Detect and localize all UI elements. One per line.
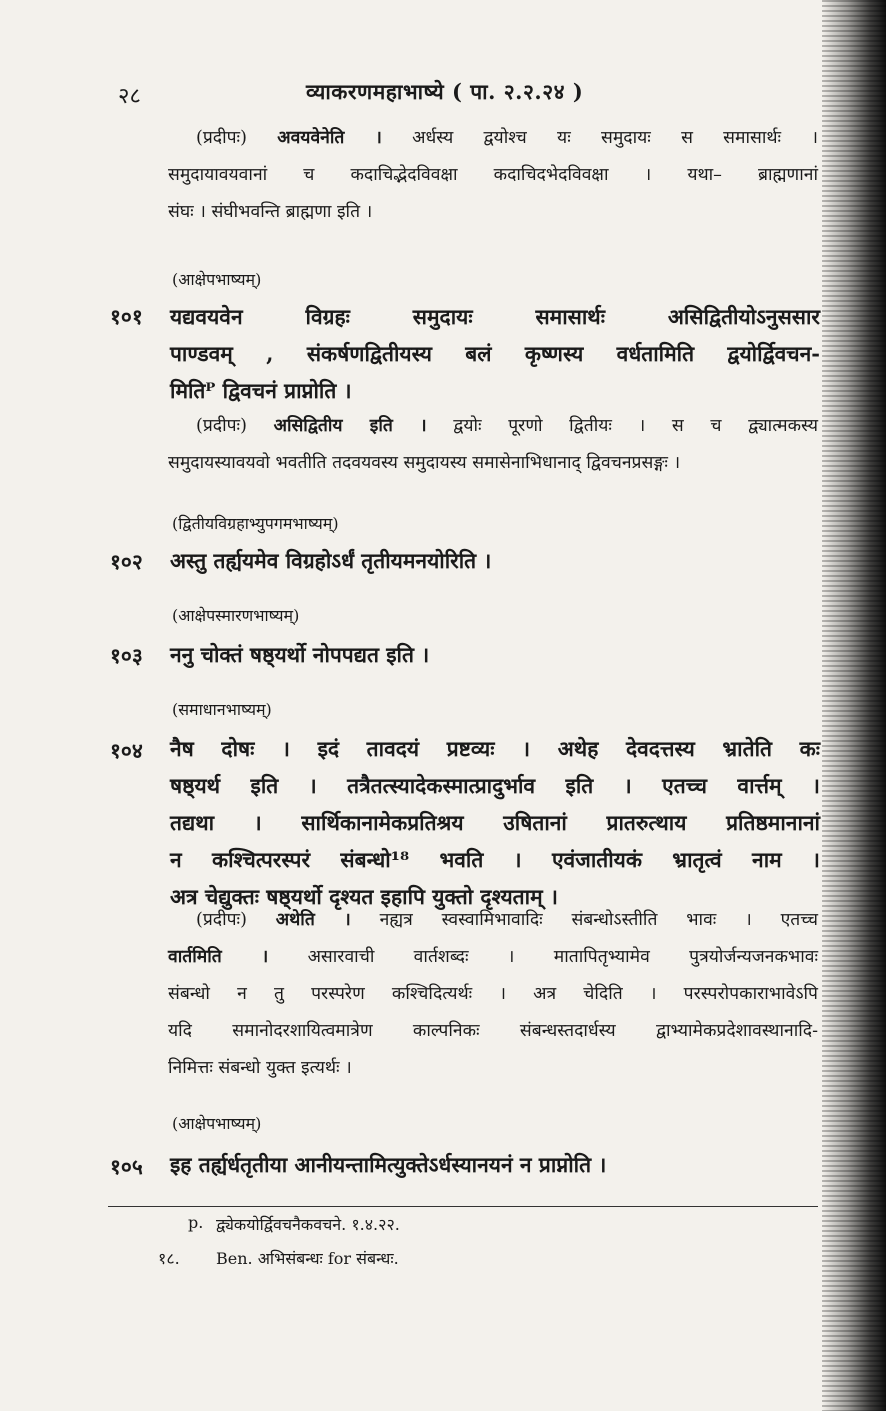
section-heading: (द्वितीयविग्रहाभ्युपगमभाष्यम्): [172, 514, 339, 533]
pradipa-lemma: अवयवेनेति ।: [277, 128, 382, 148]
bhashya-line: अत्र चेद्युक्तः षष्ठ्यर्थो दृश्यत इहापि युक्तो दृश्यताम् ।: [170, 884, 558, 909]
bhashya-line: यद्यवयवेन विग्रहः समुदायः समासार्थः असिद्वितीयोऽनुससार: [170, 304, 820, 329]
bhashya-line: नैष दोषः । इदं तावदयं प्रष्टव्यः । अथेह देवदत्तस्य भ्रातेति कः: [170, 736, 820, 761]
footnote-18-mark: १८.: [158, 1249, 180, 1268]
pradipa-label: (प्रदीपः): [196, 128, 247, 148]
pradipa-commentary-1: [168, 120, 818, 231]
pradipa-line: निमित्तः संबन्धो युक्त इत्यर्थः ।: [168, 1058, 352, 1078]
pradipa-commentary-3: [168, 902, 818, 1087]
bhashya-line: अस्तु तर्ह्ययमेव विग्रहोऽर्धं तृतीयमनयोरिति ।: [170, 548, 492, 573]
pradipa-text: असारवाची वार्तशब्दः । मातापितृभ्यामेव पुत्रयोर्जन्यजनकभावः: [307, 947, 818, 967]
pradipa-line: [168, 120, 818, 157]
bhashya-number: १०२: [110, 549, 143, 574]
pradipa-line: [168, 939, 818, 976]
pradipa-line: समुदायावयवानां च कदाचिद्भेदविवक्षा कदाचिदभेदविवक्षा । यथा– ब्राह्मणानां: [168, 165, 818, 185]
bhashya-line: इह तर्ह्यर्धतृतीया आनीयन्तामित्युक्तेऽर्धस्यानयनं न प्राप्नोति ।: [170, 1152, 607, 1177]
bhashya-line: ननु चोक्तं षष्ठ्यर्थो नोपपद्यत इति ।: [170, 642, 430, 667]
pradipa-line: समुदायस्यावयवो भवतीति तदवयवस्य समुदायस्य समासेनाभिधानाद् द्विवचनप्रसङ्गः ।: [168, 453, 681, 473]
pradipa-text: अर्धस्य द्वयोश्च यः समुदायः स समासार्थः ।: [412, 128, 818, 148]
bhashya-number: १०४: [110, 738, 143, 763]
bhashya-line: तद्यथा । सार्थिकानामेकप्रतिश्रय उषितानां प्रातरुत्थाय प्रतिष्ठमानानां: [170, 810, 820, 835]
bhashya-line: मितिᴾ द्विवचनं प्राप्नोति ।: [170, 378, 352, 403]
pradipa-text: द्वयोः पूरणो द्वितीयः । स च द्व्यात्मकस्य: [453, 416, 818, 436]
section-heading: (समाधानभाष्यम्): [172, 700, 272, 719]
pradipa-lemma: वार्तमिति ।: [168, 947, 269, 967]
section-heading: (आक्षेपभाष्यम्): [172, 270, 262, 289]
pradipa-line: यदि समानोदरशायित्वमात्रेण काल्पनिकः संबन्धस्तदार्धस्य द्वाभ्यामेकप्रदेशावस्थानादि-: [168, 1021, 818, 1041]
bhashya-line: पाण्डवम् , संकर्षणद्वितीयस्य बलं कृष्णस्य वर्धतामिति द्वयोर्द्विवचन-: [170, 341, 820, 366]
running-head: व्याकरणमहाभाष्ये ( पा. २.२.२४ ): [306, 79, 584, 104]
bhashya-number: १०१: [110, 304, 143, 329]
bhashya-passage-103: [170, 636, 820, 673]
bhashya-passage-104: [170, 730, 820, 915]
bhashya-passage-105: [170, 1146, 820, 1183]
bhashya-line: षष्ठ्यर्थ इति । तत्रैतत्स्यादेकस्मात्प्रादुर्भाव इति । एतच्च वार्त्तम् ।: [170, 773, 820, 798]
pradipa-line: संबन्धो न तु परस्परेण कश्चिदित्यर्थः । अत्र चेदिति । परस्परोपकाराभावेऽपि: [168, 984, 818, 1004]
pradipa-label: (प्रदीपः): [196, 416, 247, 436]
pradipa-line: संघः । संघीभवन्ति ब्राह्मणा इति ।: [168, 202, 373, 222]
footnote-divider: [108, 1206, 818, 1207]
pradipa-lemma: असिद्वितीय इति ।: [273, 416, 427, 436]
pradipa-lemma: अथेति ।: [275, 910, 351, 930]
pradipa-commentary-2: [168, 408, 818, 482]
section-heading: (आक्षेपभाष्यम्): [172, 1114, 262, 1133]
bhashya-number: १०३: [110, 643, 143, 668]
pradipa-label: (प्रदीपः): [196, 910, 247, 930]
bhashya-passage-102: [170, 542, 820, 579]
pradipa-line: [168, 408, 818, 445]
footnote-18-text: Ben. अभिसंबन्धः for संबन्धः.: [216, 1249, 399, 1268]
page-number: २८: [118, 84, 141, 109]
bhashya-line: न कश्चित्परस्परं संबन्धो¹⁸ भवति । एवंजातीयकं भ्रातृत्वं नाम ।: [170, 847, 820, 872]
footnote-p-mark: p.: [188, 1213, 204, 1232]
bhashya-passage-101: [170, 298, 820, 409]
scanned-page-edge: [822, 0, 886, 1411]
pradipa-text: नह्यत्र स्वस्वामिभावादिः संबन्धोऽस्तीति भावः । एतच्च: [379, 910, 818, 930]
pradipa-line: [168, 902, 818, 939]
section-heading: (आक्षेपस्मारणभाष्यम्): [172, 606, 300, 625]
footnote-p-text: द्व्येकयोर्द्विवचनैकवचने. १.४.२२.: [216, 1215, 400, 1234]
bhashya-number: १०५: [110, 1154, 143, 1179]
